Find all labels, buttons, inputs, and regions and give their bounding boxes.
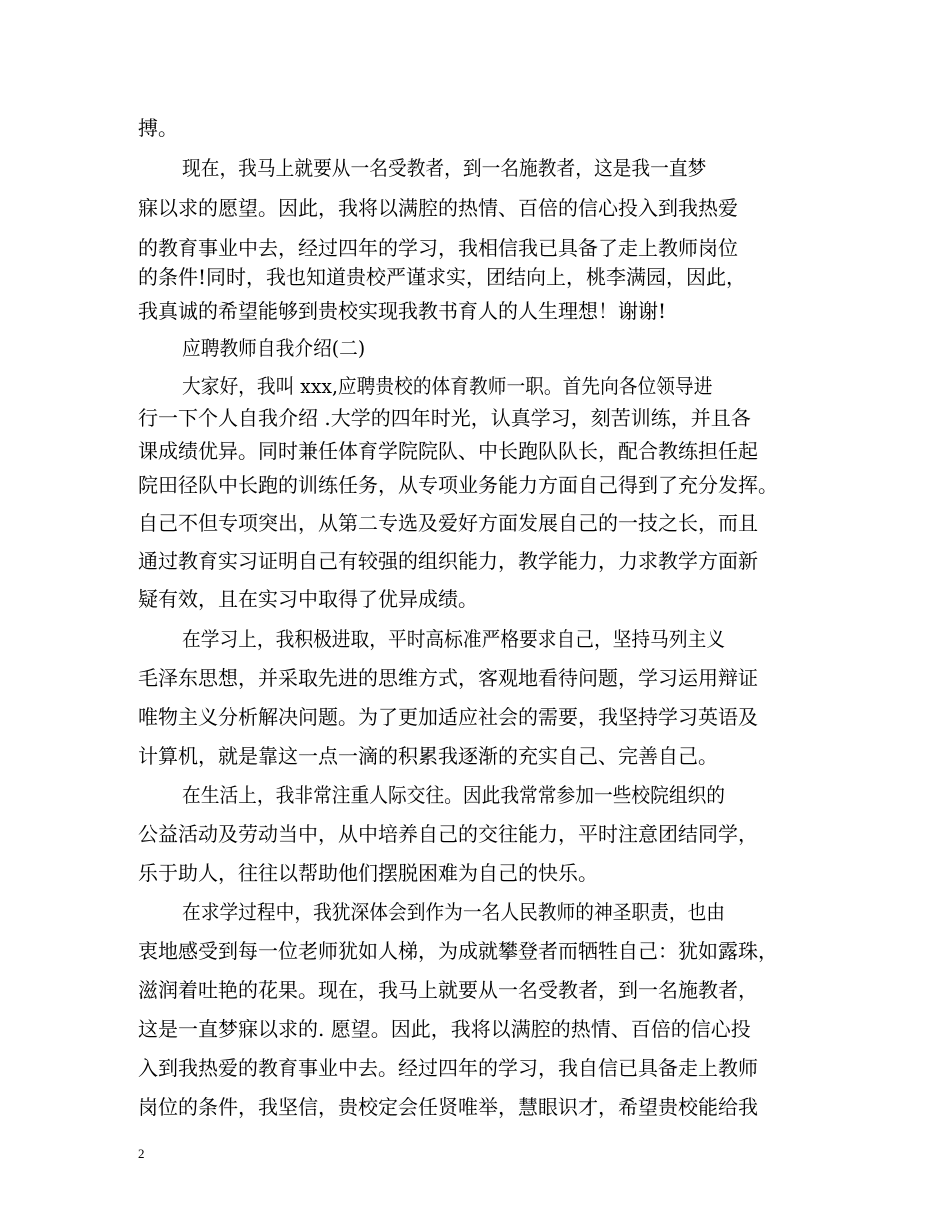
text-line: 行一下个人自我介绍 .大学的四年时光，认真学习，刻苦训练，并且各 [138,406,751,430]
text-line: 衷地感受到每一位老师犹如人梯，为成就攀登者而牺牲自己：犹如露珠， [138,939,778,963]
text-line: 大家好，我叫 xxx,应聘贵校的体育教师一职。首先向各位领导进 [182,374,713,398]
text-line: 课成绩优异。同时兼任体育学院院队、中长跑队队长，配合教练担任起 [138,439,758,463]
section-heading: 应聘教师自我介绍(二) [182,336,366,360]
text-line: 通过教育实习证明自己有较强的组织能力，教学能力，力求教学方面新 [138,549,758,573]
text-line: 这是一直梦寐以求的. 愿望。因此，我将以满腔的热情、百倍的信心投 [138,1017,751,1041]
text-line: 寐以求的愿望。因此，我将以满腔的热情、百倍的信心投入到我热爱 [138,196,738,220]
text-line: 院田径队中长跑的训练任务，从专项业务能力方面自己得到了充分发挥。 [138,473,778,497]
text-line: 毛泽东思想，并采取先进的思维方式，客观地看待问题，学习运用辩证 [138,666,758,690]
text-line: 入到我热爱的教育事业中去。经过四年的学习，我自信已具备走上教师 [138,1056,758,1080]
text-line: 的条件!同时，我也知道贵校严谨求实，团结向上，桃李满园，因此， [138,265,747,289]
text-line: 唯物主义分析解决问题。为了更加适应社会的需要，我坚持学习英语及 [138,705,758,729]
text-line: 在生活上，我非常注重人际交往。因此我常常参加一些校院组织的 [182,783,726,807]
text-line: 现在，我马上就要从一名受教者，到一名施教者，这是我一直梦 [182,156,707,180]
text-line: 公益活动及劳动当中，从中培养自己的交往能力，平时注意团结同学， [138,822,758,846]
text-line: 疑有效，且在实习中取得了优异成绩。 [138,587,478,611]
text-line: 滋润着吐艳的花果。现在，我马上就要从一名受教者，到一名施教者， [138,978,758,1002]
text-line: 乐于助人，往往以帮助他们摆脱困难为自己的快乐。 [138,861,598,885]
text-line: 在求学过程中，我犹深体会到作为一名人民教师的神圣职责，也由 [182,900,726,924]
text-line: 岗位的条件，我坚信，贵校定会任贤唯举，慧眼识才，希望贵校能给我 [138,1095,758,1119]
text-line: 计算机，就是靠这一点一滴的积累我逐渐的充实自己、完善自己。 [138,744,718,768]
text-line: 搏。 [138,116,178,140]
text-line: 的教育事业中去，经过四年的学习，我相信我已具备了走上教师岗位 [138,236,738,260]
text-line: 在学习上，我积极进取，平时高标准严格要求自己，坚持马列主义 [182,627,726,651]
text-line: 我真诚的希望能够到贵校实现我教书育人的人生理想！谢谢! [138,299,667,323]
page-number: 2 [138,1146,145,1161]
text-line: 自己不但专项突出，从第二专选及爱好方面发展自己的一技之长，而且 [138,511,758,535]
